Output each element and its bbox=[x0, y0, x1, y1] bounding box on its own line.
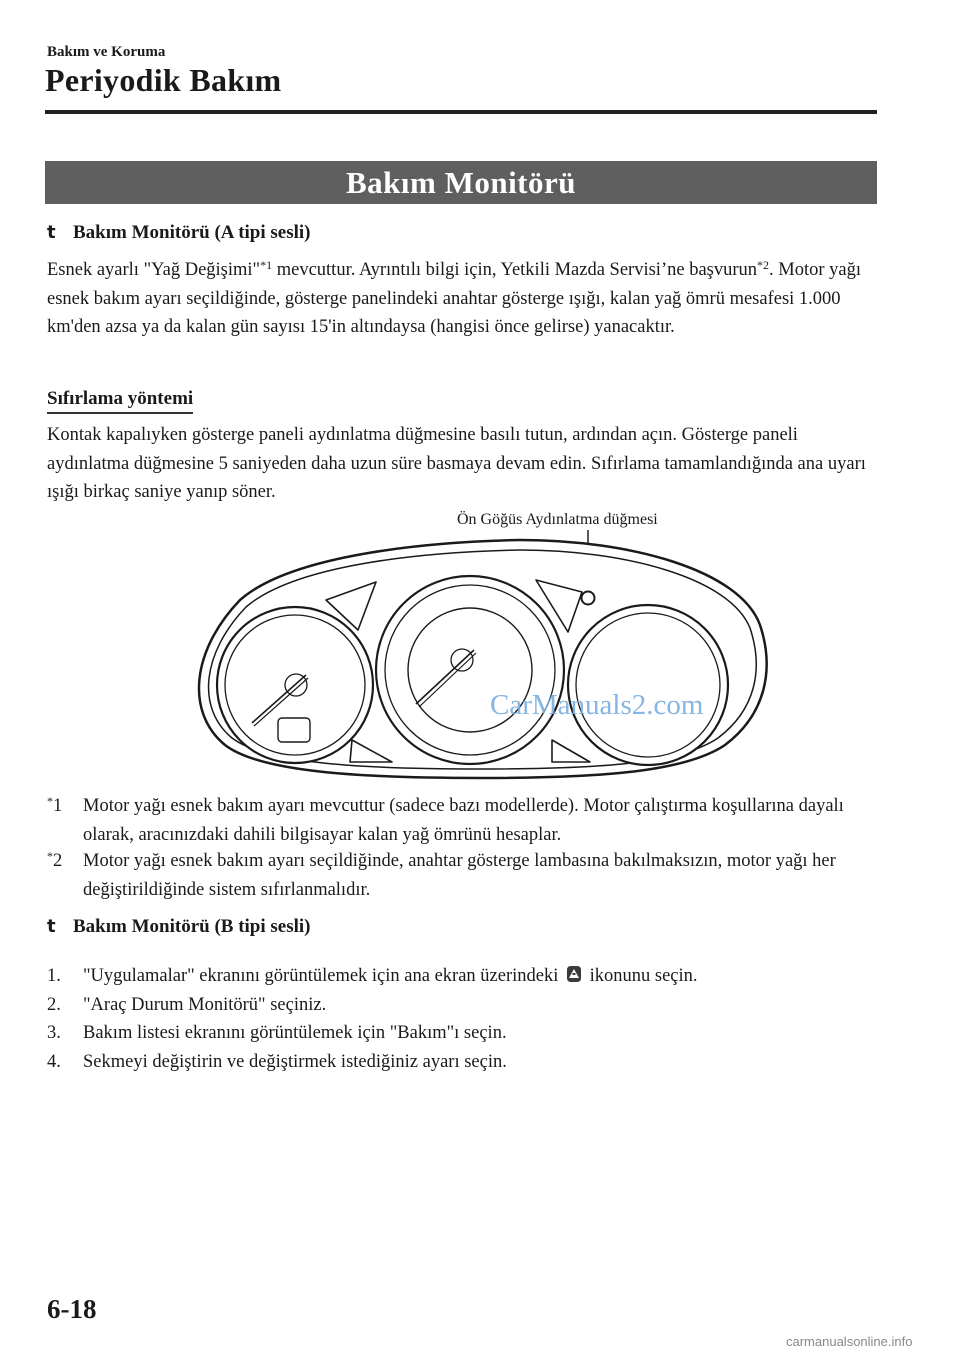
watermark-text: CarManuals2.com bbox=[490, 689, 704, 721]
list-item: 3. Bakım listesi ekranını görüntülemek için "Bakım"ı seçin. bbox=[47, 1023, 507, 1043]
bullet-icon: t bbox=[47, 916, 56, 937]
left-gauge-display bbox=[278, 718, 310, 742]
subheading-type-b-text: Bakım Monitörü (B tipi sesli) bbox=[73, 916, 311, 937]
footnote-2-text: Motor yağı esnek bakım ayarı seçildiğinde, anahtar gösterge lambasına bakılmaksızın, motor yağı her değiştirildiğinde sistem sıfırlanmalıdır. bbox=[83, 851, 836, 900]
title-rule bbox=[45, 110, 877, 114]
footnote-2: *2 Motor yağı esnek bakım ayarı seçildiğinde, anahtar gösterge lambasına bakılmaksızın, motor yağı her değiştirildiğinde sistem sıfırlanmalıdır. bbox=[47, 847, 877, 905]
intro-text-2: mevcuttur. Ayrıntılı bilgi için, Yetkili Mazda Servisi’ne başvurun bbox=[272, 260, 758, 280]
instrument-cluster-figure bbox=[180, 500, 780, 790]
figure-callout-label: Ön Göğüs Aydınlatma düğmesi bbox=[457, 511, 658, 528]
bullet-icon: t bbox=[47, 222, 56, 243]
footnote-ref-2: *2 bbox=[757, 258, 770, 272]
subheading-type-a bbox=[47, 222, 311, 244]
right-gauge-face bbox=[576, 613, 720, 757]
footnote-1-text: Motor yağı esnek bakım ayarı mevcuttur (sadece bazı modellerde). Motor çalıştırma koşullarına dayalı olarak, aracınızdaki dahili bilgisayar kalan yağ ömrünü hesaplar. bbox=[83, 796, 844, 845]
subheading-type-b bbox=[47, 916, 311, 938]
list-item: 4. Sekmeyi değiştirin ve değiştirmek istediğiniz ayarı seçin. bbox=[47, 1051, 507, 1072]
footnote-ref-1: *1 bbox=[260, 258, 273, 272]
intro-paragraph bbox=[47, 256, 877, 342]
reset-method-title: Sıfırlama yöntemi bbox=[47, 388, 193, 414]
panel-illumination-button[interactable] bbox=[582, 592, 595, 605]
steps-list bbox=[47, 962, 877, 1076]
page-title: Periyodik Bakım bbox=[45, 62, 282, 98]
section-eyebrow: Bakım ve Koruma bbox=[47, 44, 166, 60]
reset-method-text: Kontak kapalıyken gösterge paneli aydınlatma düğmesine basılı tutun, ardından açın. Gösterge paneli aydınlatma düğmesine 5 saniyeden daha uzun süre basmaya devam edin. Sıfırlama tamamlandığında ana uyarı ışığı birkaç saniye yanıp söner. bbox=[47, 425, 866, 502]
list-item: 2. "Araç Durum Monitörü" seçiniz. bbox=[47, 994, 327, 1015]
applications-icon bbox=[565, 964, 583, 984]
footnote-1: *1 Motor yağı esnek bakım ayarı mevcuttur (sadece bazı modellerde). Motor çalıştırma koşullarına dayalı olarak, aracınızdaki dahili bilgisayar kalan yağ ömrünü hesaplar. bbox=[47, 792, 877, 850]
intro-text-3: . Motor yağı esnek bakım ayarı seçildiğinde, gösterge panelindeki anahtar gösterge ışığı, kalan yağ ömrü mesafesi 1.000 km'den azsa ya da kalan gün sayısı 15'in altındaysa (hangisi önce gelirse) yanacaktır. bbox=[47, 260, 861, 337]
footer-link[interactable]: carmanualsonline.info bbox=[786, 1334, 913, 1349]
intro-text-1: Esnek ayarlı "Yağ Değişimi" bbox=[47, 260, 261, 280]
page-number: 6-18 bbox=[47, 1294, 97, 1324]
subheading-type-a-text: Bakım Monitörü (A tipi sesli) bbox=[73, 222, 311, 243]
section-banner: Bakım Monitörü bbox=[45, 161, 877, 204]
list-item: 1. "Uygulamalar" ekranını görüntülemek için ana ekran üzerindeki ikonunu seçin. bbox=[47, 966, 698, 986]
